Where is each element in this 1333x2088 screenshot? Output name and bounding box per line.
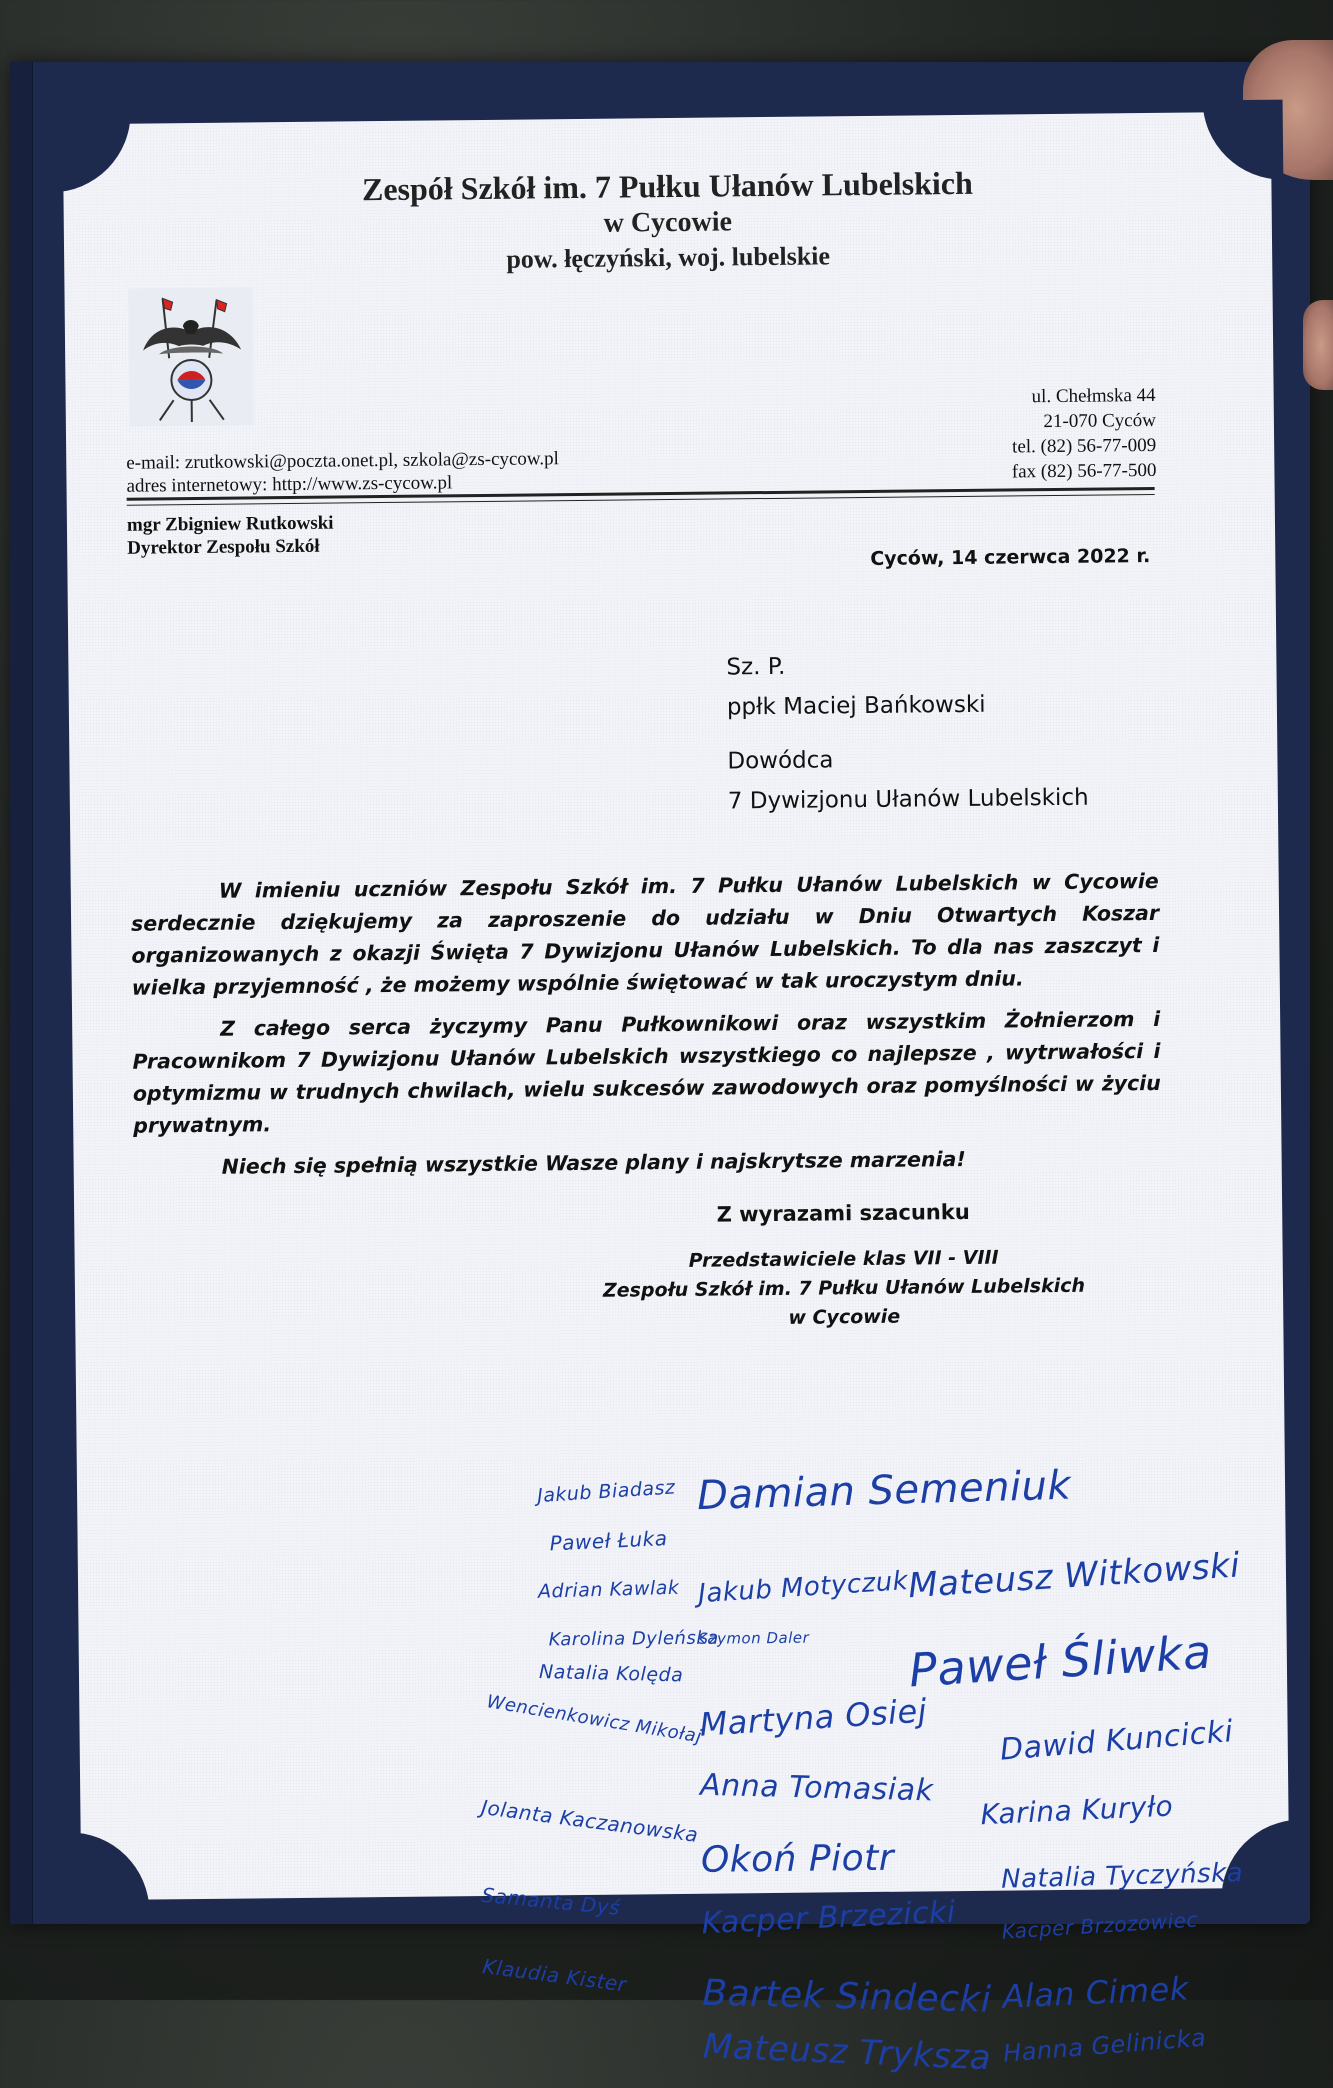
signature: Klaudia Kister — [481, 1954, 628, 1996]
signature: Jolanta Kaczanowska — [480, 1795, 700, 1847]
signatory-line-3: w Cycowie — [405, 1299, 1283, 1337]
signature: Anna Tomasiak — [700, 1768, 934, 1809]
signatory-line-2: Zespołu Szkół im. 7 Pułku Ułanów Lubelskich — [405, 1270, 1283, 1308]
signature: Karolina Dyleńska — [549, 1628, 719, 1651]
eagle-crest-icon — [128, 287, 253, 426]
recipient-salutation: Sz. P. — [726, 644, 1087, 688]
signature: Samanta Dyś — [481, 1883, 622, 1920]
address-street: ul. Chełmska 44 — [1011, 383, 1156, 410]
fax-number: fax (82) 56-77-500 — [1012, 458, 1157, 485]
director-block — [127, 512, 334, 560]
signature: Szymon Daler — [699, 1629, 810, 1648]
signature: Jakub Biadasz — [537, 1476, 677, 1507]
signature: Damian Semeniuk — [697, 1463, 1072, 1519]
signature: Natalia Kolęda — [539, 1661, 684, 1687]
signatory-description — [75, 1241, 1284, 1341]
signature: Mateusz Tryksza — [702, 2026, 992, 2078]
signature: Kacper Brzozowiec — [1001, 1907, 1198, 1943]
corner-holder-bottom-left — [69, 1832, 150, 1913]
signature: Hanna Gelinicka — [1002, 2023, 1207, 2067]
signature: Dawid Kuncicki — [999, 1714, 1235, 1768]
phone-number: tel. (82) 56-77-009 — [1011, 433, 1156, 460]
school-name-header — [63, 162, 1272, 280]
closing-regards: Z wyrazami szacunku — [74, 1197, 1282, 1234]
website-line: adres internetowy: http://www.zs-cycow.pl — [126, 470, 559, 498]
signature: Bartek Sindecki — [702, 1973, 992, 2021]
body-paragraph-3: Niech się spełnią wszystkie Wasze plany i najskrytsze marzenia! — [133, 1141, 1161, 1184]
recipient-role: Dowódca — [727, 738, 1088, 782]
email-line: e-mail: zrutkowski@poczta.onet.pl, szkola@zs-cycow.pl — [126, 447, 559, 475]
director-title: Dyrektor Zespołu Szkół — [127, 535, 334, 560]
school-town: w Cycowie — [64, 201, 1272, 246]
recipient-block — [726, 644, 1089, 822]
school-name: Zespół Szkół im. 7 Pułku Ułanów Lubelskich — [63, 162, 1271, 212]
holding-finger — [1303, 300, 1333, 390]
letter-date: Cyców, 14 czerwca 2022 r. — [870, 545, 1150, 570]
director-name: mgr Zbigniew Rutkowski — [127, 512, 334, 537]
folder-spine — [10, 62, 33, 1924]
signature: Wencienkowicz Mikołaj — [485, 1691, 703, 1747]
school-district: pow. łęczyński, woj. lubelskie — [64, 237, 1272, 280]
signature: Paweł Łuka — [549, 1526, 668, 1555]
handwritten-signatures — [475, 1332, 1260, 1840]
body-paragraph-1: W imieniu uczniów Zespołu Szkół im. 7 Pułku Ułanów Lubelskich w Cycowie serdecznie dziękujemy za zaproszenie do udziału w Dniu Otwartych Koszar organizowanych z okazji Święta 7 Dywizjonu Ułanów Lubelskich. To dla nas zaszczyt i wielka przyjemność , że możemy wspólnie świętować w tak uroczystym dniu. — [131, 865, 1160, 1004]
signature: Paweł Śliwka — [907, 1625, 1213, 1698]
letter-closing — [74, 1197, 1283, 1341]
letter-body — [131, 865, 1162, 1194]
signature: Kacper Brzezicki — [701, 1895, 957, 1941]
signatory-line-1: Przedstawiciele klas VII - VIII — [405, 1241, 1283, 1279]
signature: Jakub Motyczuk — [697, 1566, 909, 1609]
address-city: 21-070 Cyców — [1011, 408, 1156, 435]
recipient-unit: 7 Dywizjonu Ułanów Lubelskich — [728, 778, 1089, 822]
signature: Natalia Tyczyńska — [1001, 1858, 1244, 1895]
body-paragraph-2: Z całego serca życzymy Panu Pułkownikowi oraz wszystkim Żołnierzom i Pracownikom 7 Dywizjonu Ułanów Lubelskich wszystkiego co najlepsze , wytrwałości i optymizmu w trudnych chwilach, wielu sukcesów zawodowych oraz pomyślności w życiu prywatnym. — [132, 1003, 1161, 1142]
signature: Adrian Kawlak — [538, 1577, 680, 1603]
signature: Mateusz Witkowski — [907, 1545, 1241, 1606]
signature: Martyna Osiej — [698, 1691, 928, 1743]
school-address — [1011, 383, 1157, 485]
school-crest-logo — [128, 287, 253, 426]
school-contact — [126, 447, 559, 498]
signature: Karina Kuryło — [980, 1789, 1174, 1831]
signature: Okoń Piotr — [701, 1838, 895, 1881]
letter-page — [63, 112, 1290, 1901]
recipient-name: ppłk Maciej Bańkowski — [727, 684, 1088, 728]
signature: Alan Cimek — [1002, 1969, 1190, 2015]
